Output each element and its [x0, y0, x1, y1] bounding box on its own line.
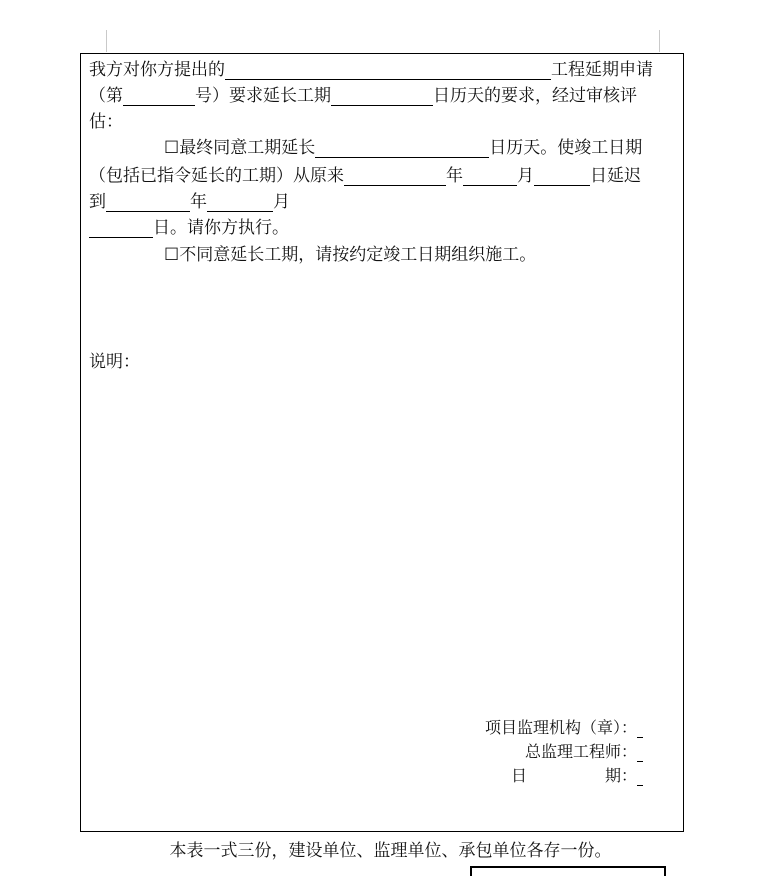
project-name-blank[interactable] — [225, 61, 551, 80]
approve-checkbox[interactable]: ☐ — [164, 138, 180, 158]
form-line-2 — [89, 86, 637, 106]
chief-engineer-row — [525, 742, 643, 762]
line6-prefix: 到 — [89, 192, 106, 212]
option-approve — [164, 138, 642, 158]
line1-suffix: 工程延期申请 — [551, 60, 653, 80]
line6-month: 月 — [273, 192, 290, 212]
form-line-3 — [89, 112, 123, 132]
supervision-org-blank[interactable] — [637, 720, 643, 738]
footer-note: 本表一式三份，建设单位、监理单位、承包单位各存一份。 — [169, 841, 612, 861]
option-reject — [164, 245, 536, 265]
form-line-7 — [89, 218, 289, 238]
requested-days-blank[interactable] — [331, 87, 433, 106]
line5-month: 月 — [517, 166, 534, 186]
original-day-blank[interactable] — [534, 167, 590, 186]
form-line-5 — [89, 166, 641, 186]
date-label-b: 期： — [604, 766, 637, 785]
line2-open: （第 — [89, 86, 123, 106]
original-month-blank[interactable] — [463, 167, 517, 186]
date-label-a: 日 — [510, 766, 527, 785]
approved-days-blank[interactable] — [315, 139, 489, 158]
line5-prefix: （包括已指令延长的工期）从原来 — [89, 166, 344, 186]
new-day-blank[interactable] — [89, 219, 153, 238]
next-table-border — [470, 866, 666, 876]
approve-text: 最终同意工期延长 — [179, 138, 316, 158]
date-row — [511, 766, 643, 786]
form-line-1 — [89, 60, 653, 80]
new-month-blank[interactable] — [207, 193, 273, 212]
form-line-6 — [89, 192, 290, 212]
application-number-blank[interactable] — [123, 87, 195, 106]
line6-year: 年 — [190, 192, 207, 212]
reject-checkbox[interactable]: ☐ — [164, 245, 180, 265]
form-box — [80, 53, 684, 832]
chief-engineer-blank[interactable] — [637, 744, 643, 762]
line2-tail: 日历天的要求，经过审核评 — [433, 86, 637, 106]
approve-tail: 日历天。使竣工日期 — [489, 138, 643, 158]
remark-label: 说明： — [89, 352, 140, 372]
line5-tail: 日延迟 — [590, 166, 641, 186]
line2-mid: 号）要求延长工期 — [195, 86, 331, 106]
chief-engineer-label: 总监理工程师： — [524, 742, 637, 761]
line1-prefix: 我方对你方提出的 — [89, 60, 225, 80]
date-blank[interactable] — [637, 768, 643, 786]
supervision-org-row — [485, 718, 643, 738]
line7-text: 日。请你方执行。 — [153, 218, 289, 238]
supervision-org-label: 项目监理机构（章）： — [484, 718, 637, 737]
page-margin-mark-right — [659, 30, 660, 52]
new-year-blank[interactable] — [106, 193, 190, 212]
original-year-blank[interactable] — [344, 167, 446, 186]
line3-text: 估： — [89, 112, 123, 132]
reject-text: 不同意延长工期，请按约定竣工日期组织施工。 — [179, 245, 537, 265]
line5-year: 年 — [446, 166, 463, 186]
page-margin-mark-left — [106, 30, 107, 52]
